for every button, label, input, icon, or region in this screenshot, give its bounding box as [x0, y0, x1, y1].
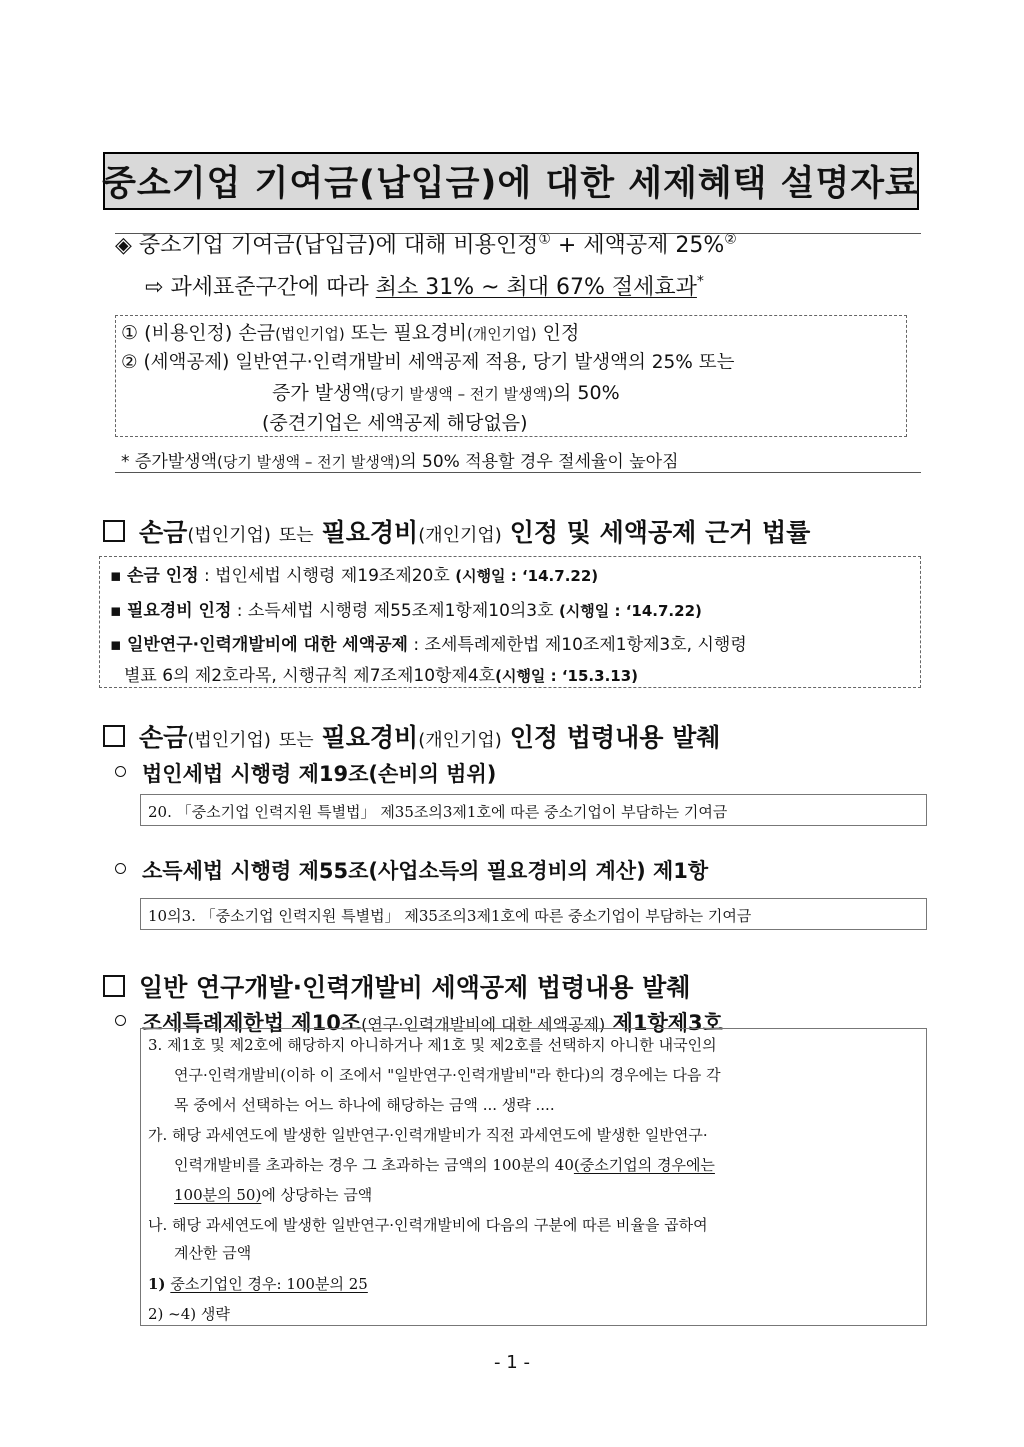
- law-line-9: 1) 중소기업인 경우: 100분의 25: [148, 1275, 368, 1293]
- note-2-line-2: 증가 발생액(당기 발생액 – 전기 발생액)의 50%: [272, 382, 620, 404]
- summary-line-1: ◈ 중소기업 기여금(납입금)에 대해 비용인정① + 세액공제 25%②: [115, 231, 737, 258]
- law-line-2: 연구·인력개발비(이하 이 조에서 "일반연구·인력개발비"라 한다)의 경우에는 다음 각: [174, 1066, 721, 1084]
- summary-line-2: ⇨ 과세표준구간에 따라 최소 31% ~ 최대 67% 절세효과*: [145, 273, 704, 300]
- circle-bullet-icon: [115, 1015, 126, 1026]
- checkbox-square-icon: [103, 725, 125, 747]
- law-excerpt-1: 20. 「중소기업 인력지원 특별법」 제35조의3제1호에 따른 중소기업이 부담하는 기여금: [148, 803, 728, 821]
- note-2-line-3: (중견기업은 세액공제 해당없음): [262, 412, 528, 434]
- law-line-7: 나. 해당 과세연도에 발생한 일반연구·인력개발비에 다음의 구분에 따른 비율을 곱하여: [148, 1216, 708, 1234]
- law-line-5: 인력개발비를 초과하는 경우 그 초과하는 금액의 100분의 40(중소기업의 경우에는: [174, 1156, 715, 1174]
- legal-basis-item-2: ▪ 필요경비 인정 : 소득세법 시행령 제55조제1항제10의3호 (시행일 : ‘14.7.22): [110, 601, 702, 621]
- law-line-10: 2) ~4) 생략: [148, 1305, 230, 1323]
- circle-bullet-icon: [115, 766, 126, 777]
- section-3-sub: 조세특례제한법 제10조(연구·인력개발비에 대한 세액공제) 제1항제3호: [115, 1007, 723, 1037]
- law-line-6: 100분의 50)에 상당하는 금액: [174, 1186, 373, 1204]
- diamond-icon: ◈: [115, 233, 132, 258]
- page-number: - 1 -: [494, 1352, 530, 1373]
- law-line-4: 가. 해당 과세연도에 발생한 일반연구·인력개발비가 직전 과세연도에 발생한 일반연구·: [148, 1126, 708, 1144]
- savings-highlight: 최소 31% ~ 최대 67% 절세효과: [375, 275, 697, 300]
- legal-basis-item-1: ▪ 손금 인정 : 법인세법 시행령 제19조제20호 (시행일 : ‘14.7.22): [110, 566, 599, 586]
- legal-basis-item-3-cont: 별표 6의 제2호라목, 시행규칙 제7조제10항제4호(시행일 : ‘15.3.13): [124, 666, 638, 686]
- footnote: * 증가발생액(당기 발생액 – 전기 발생액)의 50% 적용할 경우 절세율이 높아짐: [121, 452, 679, 472]
- note-2-line-1: ② (세액공제) 일반연구·인력개발비 세액공제 적용, 당기 발생액의 25% 또는: [121, 352, 735, 373]
- section-2-heading: 손금(법인기업) 또는 필요경비(개인기업) 인정 법령내용 발췌: [103, 718, 720, 754]
- section-2-sub-2: 소득세법 시행령 제55조(사업소득의 필요경비의 계산) 제1항: [115, 855, 708, 885]
- summary-bottom-rule: [115, 472, 921, 473]
- law-excerpt-2: 10의3. 「중소기업 인력지원 특별법」 제35조의3제1호에 따른 중소기업이 부담하는 기여금: [148, 907, 752, 925]
- section-3-heading: 일반 연구개발·인력개발비 세액공제 법령내용 발췌: [103, 968, 690, 1004]
- checkbox-square-icon: [103, 975, 125, 997]
- section-2-sub-1: 법인세법 시행령 제19조(손비의 범위): [115, 758, 496, 788]
- law-line-3: 목 중에서 선택하는 어느 하나에 해당하는 금액 ... 생략 ....: [174, 1096, 555, 1114]
- document-title-box: [103, 152, 919, 210]
- arrow-icon: ⇨: [145, 275, 164, 300]
- document-title: 중소기업 기여금(납입금)에 대한 세제혜택 설명자료: [102, 164, 920, 204]
- circle-bullet-icon: [115, 863, 126, 874]
- law-line-8: 계산한 금액: [174, 1244, 252, 1262]
- legal-basis-item-3: ▪ 일반연구·인력개발비에 대한 세액공제 : 조세특례제한법 제10조제1항제3호, 시행령: [110, 635, 747, 655]
- section-1-heading: 손금(법인기업) 또는 필요경비(개인기업) 인정 및 세액공제 근거 법률: [103, 513, 810, 549]
- law-line-1: 3. 제1호 및 제2호에 해당하지 아니하거나 제1호 및 제2호를 선택하지 아니한 내국인의: [148, 1036, 717, 1054]
- checkbox-square-icon: [103, 520, 125, 542]
- note-1: ① (비용인정) 손금(법인기업) 또는 필요경비(개인기업) 인정: [121, 322, 580, 344]
